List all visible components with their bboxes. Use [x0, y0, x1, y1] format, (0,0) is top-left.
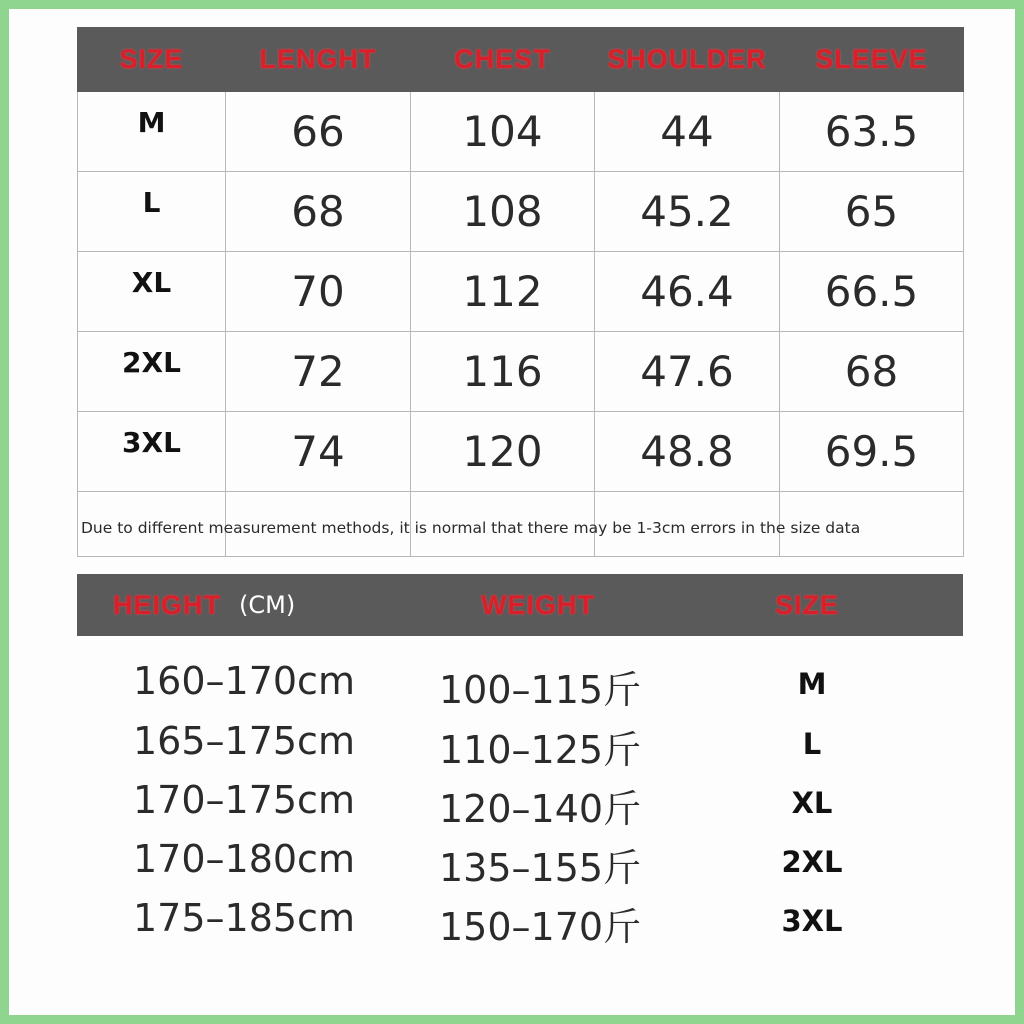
length-value: 74: [226, 412, 411, 492]
sleeve-value: 66.5: [780, 252, 964, 332]
weight-range: 110–125斤: [439, 728, 642, 772]
list-item: [77, 837, 963, 897]
length-value: 70: [226, 252, 411, 332]
weight-range: 135–155斤: [439, 846, 642, 890]
header-height-unit: (CM): [239, 591, 296, 619]
recommended-size: XL: [791, 786, 833, 820]
chest-value: 112: [411, 252, 595, 332]
shoulder-value: 44: [595, 92, 780, 172]
header-height-group: [113, 574, 295, 636]
weight-range: 120–140斤: [439, 787, 642, 831]
shoulder-value: 47.6: [595, 332, 780, 412]
measurement-note: Due to different measurement methods, it is normal that there may be 1-3cm errors in the size data: [81, 519, 861, 537]
size-label: XL: [78, 252, 226, 332]
shoulder-value: 45.2: [595, 172, 780, 252]
table-row: [78, 92, 964, 172]
length-value: 68: [226, 172, 411, 252]
size-chart-table: [77, 27, 964, 557]
list-item: [77, 719, 963, 779]
header-weight: WEIGHT: [481, 589, 595, 620]
shoulder-value: 46.4: [595, 252, 780, 332]
size-chart-header-row: [78, 28, 964, 92]
header-length: LENGHT: [226, 28, 411, 92]
shoulder-value: 48.8: [595, 412, 780, 492]
chest-value: 116: [411, 332, 595, 412]
header-rec-size: SIZE: [775, 589, 840, 620]
height-range: 165–175cm: [133, 719, 355, 763]
chest-value: 108: [411, 172, 595, 252]
list-item: [77, 659, 963, 719]
recommended-size: M: [797, 667, 827, 701]
list-item: [77, 896, 963, 956]
table-row: [78, 252, 964, 332]
table-row: [78, 332, 964, 412]
header-size-group: [775, 574, 839, 636]
height-range: 170–180cm: [133, 837, 355, 881]
header-weight-group: [481, 574, 595, 636]
header-shoulder: SHOULDER: [595, 28, 780, 92]
list-item: [77, 778, 963, 838]
size-label: 2XL: [78, 332, 226, 412]
chest-value: 120: [411, 412, 595, 492]
recommended-size: 3XL: [781, 904, 843, 938]
header-size: SIZE: [78, 28, 226, 92]
size-label: M: [78, 92, 226, 172]
sleeve-value: 65: [780, 172, 964, 252]
header-sleeve: SLEEVE: [780, 28, 964, 92]
length-value: 66: [226, 92, 411, 172]
size-label: L: [78, 172, 226, 252]
header-height: HEIGHT: [113, 589, 222, 620]
height-range: 175–185cm: [133, 896, 355, 940]
sleeve-value: 63.5: [780, 92, 964, 172]
table-row: [78, 172, 964, 252]
weight-range: 150–170斤: [439, 905, 642, 949]
sleeve-value: 69.5: [780, 412, 964, 492]
header-chest: CHEST: [411, 28, 595, 92]
chest-value: 104: [411, 92, 595, 172]
sleeve-value: 68: [780, 332, 964, 412]
height-range: 160–170cm: [133, 659, 355, 703]
length-value: 72: [226, 332, 411, 412]
recommended-size: L: [802, 727, 822, 761]
table-row: [78, 412, 964, 492]
height-range: 170–175cm: [133, 778, 355, 822]
weight-range: 100–115斤: [439, 668, 642, 712]
size-label: 3XL: [78, 412, 226, 492]
recommended-size: 2XL: [781, 845, 843, 879]
recommendation-header: [77, 574, 963, 636]
